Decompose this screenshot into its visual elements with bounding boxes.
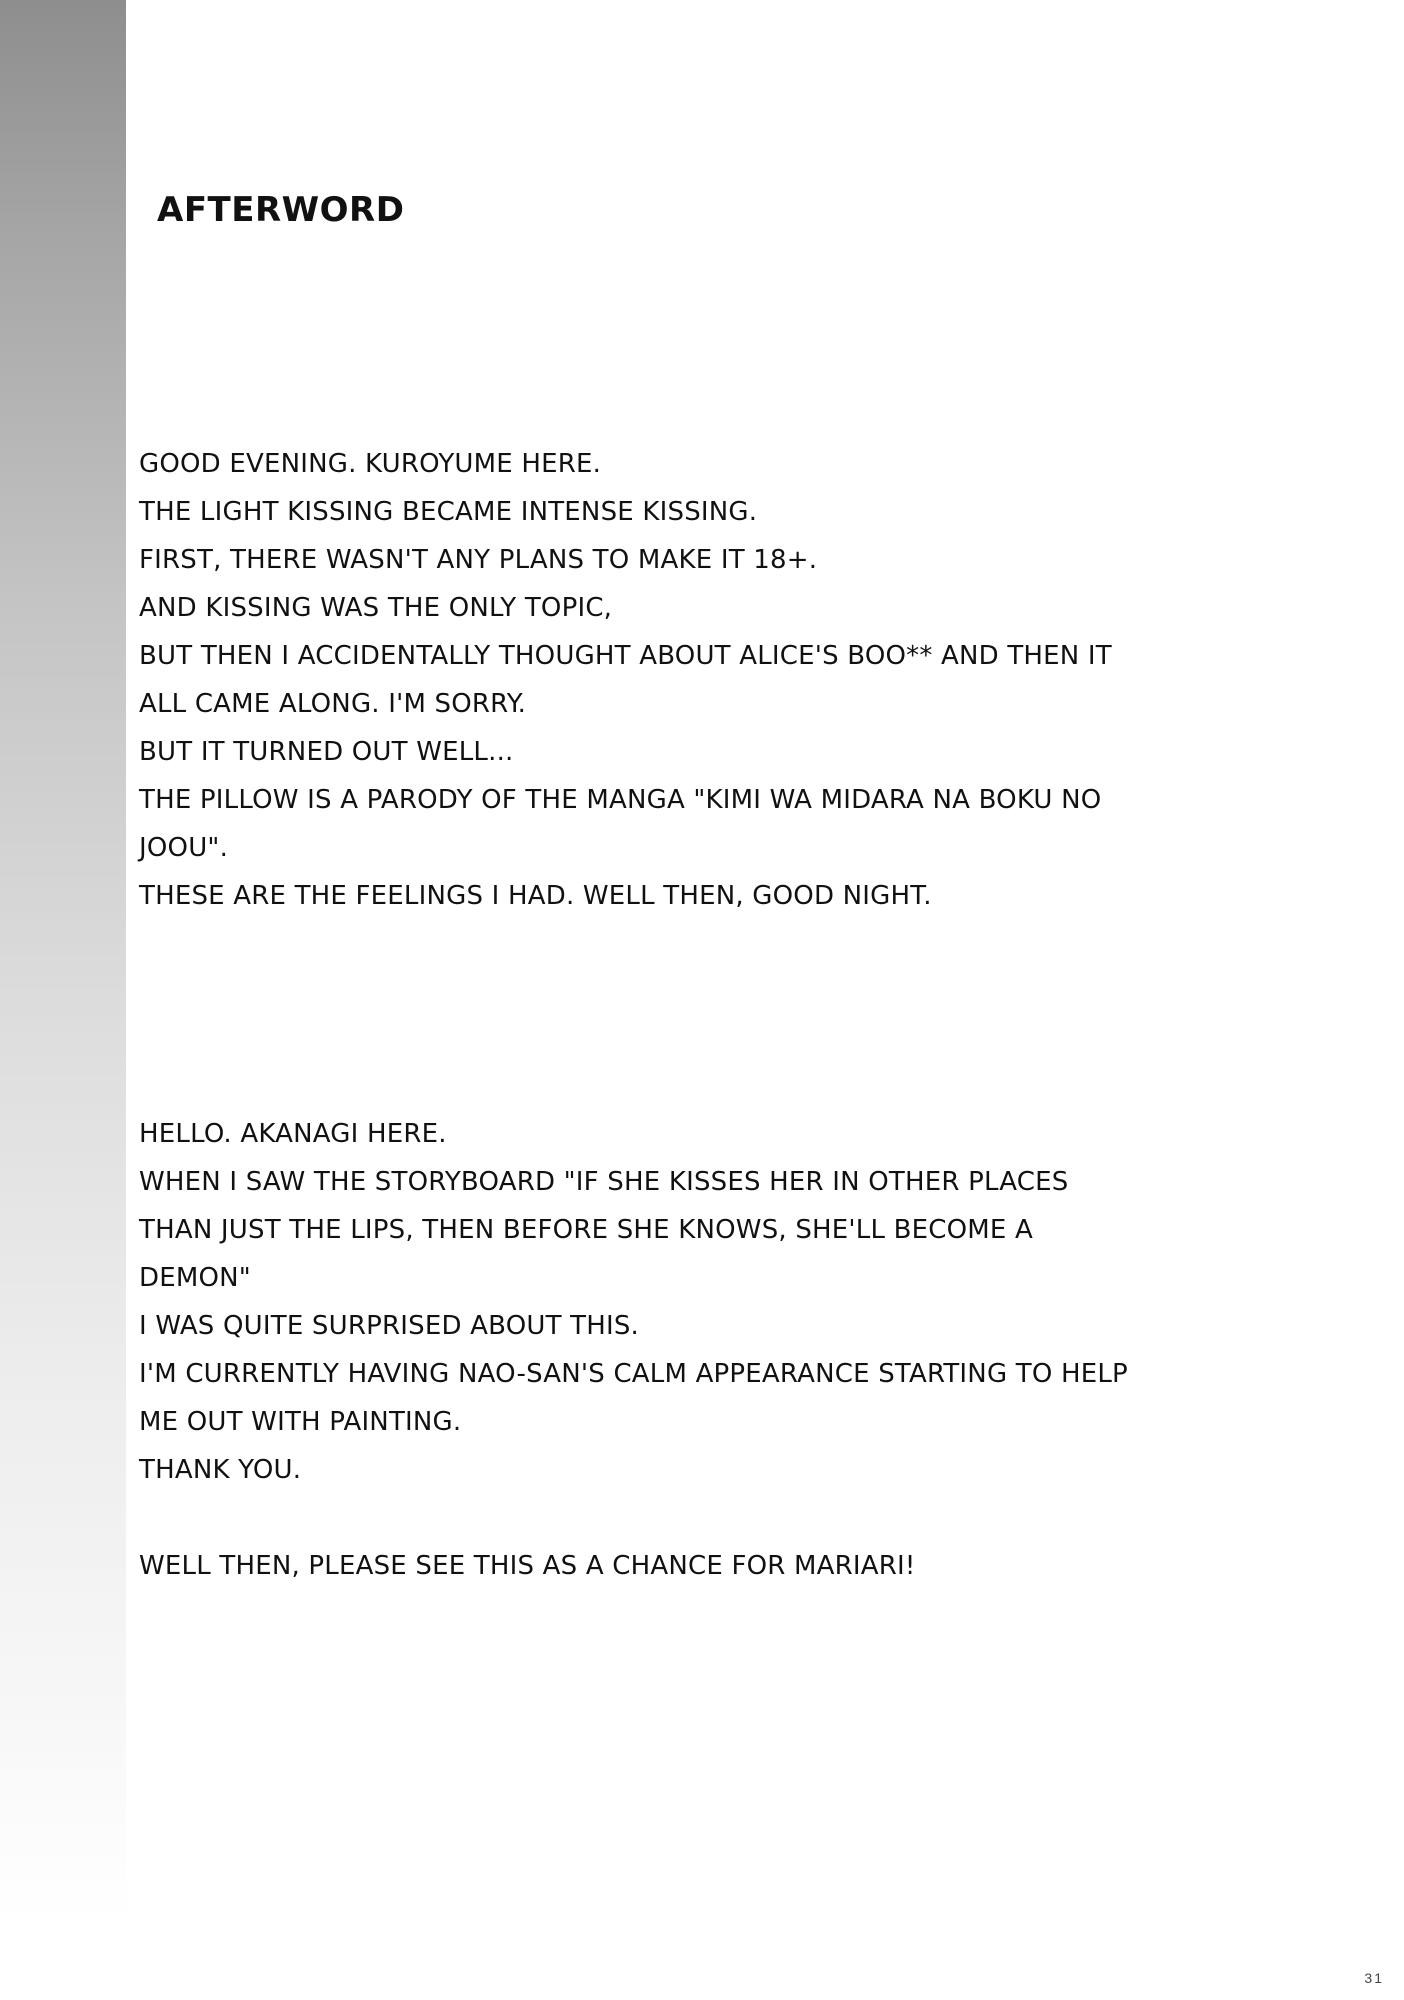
note-line: DEMON" [139, 1263, 251, 1293]
note-line: I WAS QUITE SURPRISED ABOUT THIS. [139, 1311, 640, 1341]
note-line: THAN JUST THE LIPS, THEN BEFORE SHE KNOWS, SHE'LL BECOME A [139, 1215, 1034, 1245]
note-line: JOOU". [139, 833, 229, 863]
note-line: I'M CURRENTLY HAVING NAO-SAN'S CALM APPEARANCE STARTING TO HELP [139, 1359, 1128, 1389]
closing-line: WELL THEN, PLEASE SEE THIS AS A CHANCE FOR MARIARI! [139, 1551, 916, 1581]
note-line: ME OUT WITH PAINTING. [139, 1407, 462, 1437]
paragraph-gap [139, 1494, 1128, 1542]
note-line: THE PILLOW IS A PARODY OF THE MANGA "KIMI WA MIDARA NA BOKU NO [139, 785, 1102, 815]
page-number: 31 [1364, 1970, 1384, 1986]
note-line: BUT THEN I ACCIDENTALLY THOUGHT ABOUT ALICE'S BOO** AND THEN IT [139, 641, 1112, 671]
note-line: THE LIGHT KISSING BECAME INTENSE KISSING. [139, 497, 758, 527]
note-line: THANK YOU. [139, 1455, 302, 1485]
note-line: BUT IT TURNED OUT WELL... [139, 737, 514, 767]
note-line: AND KISSING WAS THE ONLY TOPIC, [139, 593, 613, 623]
note-line: WHEN I SAW THE STORYBOARD "IF SHE KISSES HER IN OTHER PLACES [139, 1167, 1069, 1197]
note-line: FIRST, THERE WASN'T ANY PLANS TO MAKE IT 18+. [139, 545, 818, 575]
note-line: THESE ARE THE FEELINGS I HAD. WELL THEN, GOOD NIGHT. [139, 881, 932, 911]
note-line: HELLO. AKANAGI HERE. [139, 1119, 447, 1149]
page-title: AFTERWORD [157, 190, 405, 230]
gradient-side-band [0, 0, 126, 2000]
note-line: GOOD EVENING. KUROYUME HERE. [139, 449, 602, 479]
note-line: ALL CAME ALONG. I'M SORRY. [139, 689, 527, 719]
akanagi-note [139, 1110, 1128, 1590]
kuroyume-note [139, 440, 1112, 920]
